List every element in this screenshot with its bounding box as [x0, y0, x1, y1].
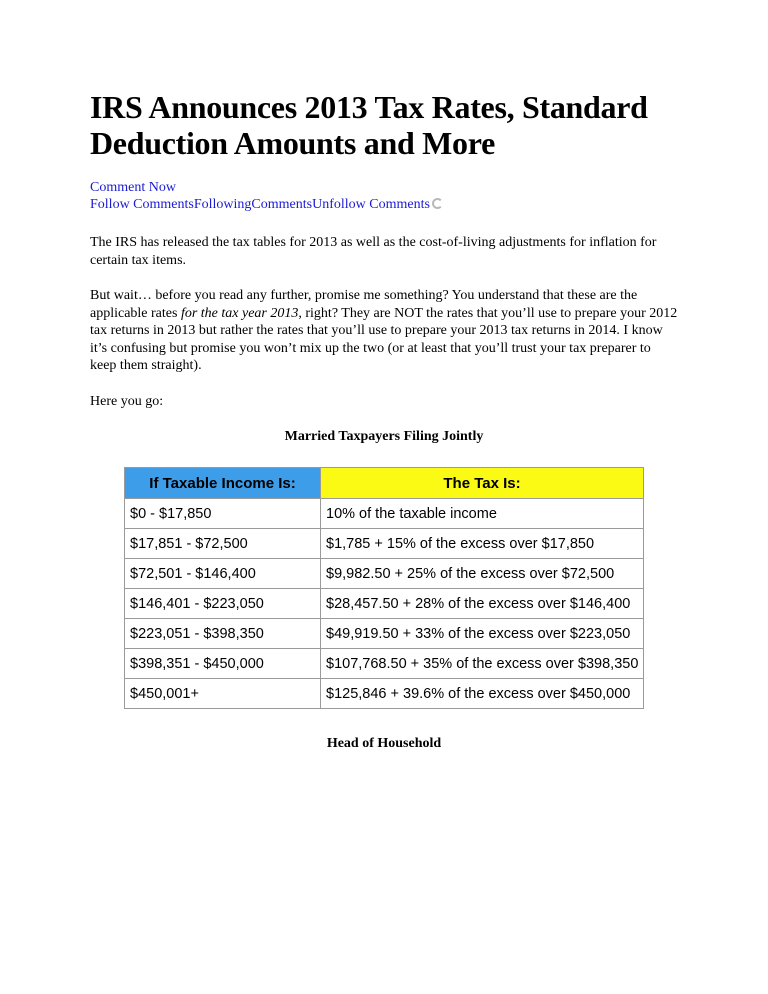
income-cell: $72,501 - $146,400: [125, 559, 321, 589]
unfollow-comments-link[interactable]: Unfollow Comments: [312, 197, 430, 212]
caption-head-of-household: Head of Household: [326, 736, 442, 751]
table-row: [125, 559, 644, 589]
comment-now-link[interactable]: Comment Now: [90, 180, 176, 195]
income-cell: $223,051 - $398,350: [125, 619, 321, 649]
table-row: [125, 619, 644, 649]
table-row: [125, 649, 644, 679]
table-row: [125, 679, 644, 709]
tax-cell: 10% of the taxable income: [321, 499, 644, 529]
article-title: IRS Announces 2013 Tax Rates, Standard Deduction Amounts and More: [90, 89, 648, 161]
paragraph-here-you-go: Here you go:: [90, 394, 164, 409]
paragraph-warning-part1: But wait… before you read any further, promise me something? You understand that these are the applicable rates: [90, 288, 638, 321]
caption-married-jointly: Married Taxpayers Filing Jointly: [284, 429, 484, 444]
following-comments-link[interactable]: FollowingComments: [193, 197, 313, 212]
comment-links: [90, 179, 443, 213]
header-tax-is: The Tax Is:: [321, 468, 644, 499]
tax-cell: $9,982.50 + 25% of the excess over $72,500: [321, 559, 644, 589]
income-cell: $398,351 - $450,000: [125, 649, 321, 679]
paragraph-warning-emphasis: for the tax year 2013: [180, 305, 299, 321]
header-taxable-income: If Taxable Income Is:: [125, 468, 321, 499]
income-cell: $450,001+: [125, 679, 321, 709]
tax-cell: $125,846 + 39.6% of the excess over $450,000: [321, 679, 644, 709]
tax-cell: $28,457.50 + 28% of the excess over $146,400: [321, 589, 644, 619]
paragraph-intro: The IRS has released the tax tables for 2013 as well as the cost-of-living adjustments for inflation for certain tax items.: [90, 235, 657, 268]
paragraph-warning: [90, 287, 680, 375]
table-row: [125, 529, 644, 559]
tax-cell: $107,768.50 + 35% of the excess over $398,350: [321, 649, 644, 679]
tax-cell: $49,919.50 + 33% of the excess over $223,050: [321, 619, 644, 649]
follow-comments-link[interactable]: Follow Comments: [90, 197, 194, 212]
paragraph-warning-part2: , right? They are NOT the rates that you’ll use to prepare your 2012 tax returns in 2013 but rather the rates that you’ll use to prepare your 2013 tax returns in 2014. I know it’s confusing but promise you won’t mix up the two (or at least that you’ll trust your tax preparer to keep them straight).: [90, 305, 678, 373]
income-cell: $0 - $17,850: [125, 499, 321, 529]
tax-cell: $1,785 + 15% of the excess over $17,850: [321, 529, 644, 559]
table-row: [125, 499, 644, 529]
tax-rate-table: [124, 467, 644, 709]
table-row: [125, 589, 644, 619]
table-header-row: [125, 468, 644, 499]
loading-spinner-icon: [432, 198, 443, 209]
income-cell: $17,851 - $72,500: [125, 529, 321, 559]
income-cell: $146,401 - $223,050: [125, 589, 321, 619]
